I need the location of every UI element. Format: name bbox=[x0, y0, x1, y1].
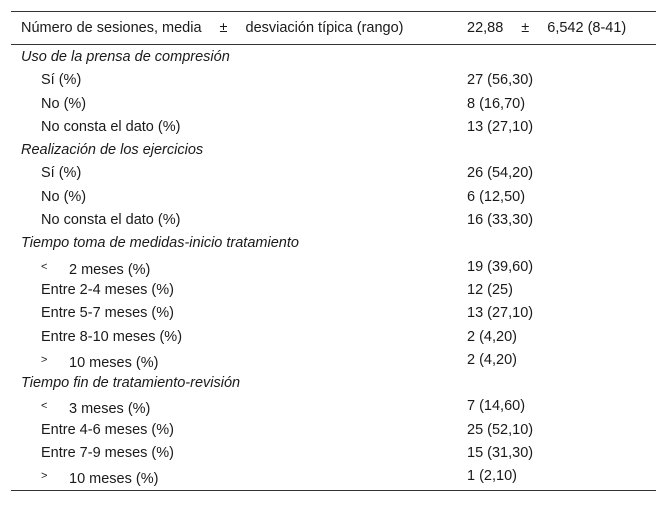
row-label-text: 2 meses (%) bbox=[69, 261, 151, 278]
row-label: No (%) bbox=[41, 95, 87, 112]
row-value: 8 (16,70) bbox=[467, 95, 526, 112]
row-value: 25 (52,10) bbox=[467, 421, 534, 438]
section-title-row bbox=[11, 372, 656, 395]
header-value-pm: ± bbox=[521, 20, 530, 36]
row-value: 1 (2,10) bbox=[467, 468, 517, 485]
less-than-symbol: ˂ bbox=[41, 260, 48, 273]
less-than-symbol: ˂ bbox=[41, 400, 48, 413]
table-row bbox=[11, 395, 656, 418]
header-label-left: Número de sesiones, media bbox=[21, 20, 202, 36]
row-value: 2 (4,20) bbox=[467, 328, 517, 345]
row-label: No (%) bbox=[41, 188, 87, 205]
row-label: Entre 5-7 meses (%) bbox=[41, 305, 174, 322]
row-value: 15 (31,30) bbox=[467, 445, 534, 462]
row-label: Entre 8-10 meses (%) bbox=[41, 328, 183, 345]
section-title: Tiempo fin de tratamiento-revisión bbox=[21, 375, 241, 392]
section-title: Uso de la prensa de compresión bbox=[21, 49, 230, 65]
table-row bbox=[11, 442, 656, 465]
section-title: Tiempo toma de medidas-inicio tratamiento bbox=[21, 235, 299, 252]
table-row bbox=[11, 279, 656, 302]
row-value: 19 (39,60) bbox=[467, 258, 534, 275]
row-value: 26 (54,20) bbox=[467, 165, 534, 182]
table-row bbox=[11, 302, 656, 325]
header-value-right: 6,542 (8-41) bbox=[547, 20, 627, 36]
row-label: Entre 2-4 meses (%) bbox=[41, 281, 174, 298]
row-value: 12 (25) bbox=[467, 281, 513, 298]
header-label bbox=[21, 12, 404, 44]
table-row bbox=[11, 209, 656, 232]
table-row bbox=[11, 326, 656, 349]
table-row bbox=[11, 186, 656, 209]
section-title-row bbox=[11, 46, 656, 69]
table-row bbox=[11, 116, 656, 139]
row-label-text: 10 meses (%) bbox=[69, 471, 159, 488]
row-value: 2 (4,20) bbox=[467, 351, 517, 368]
table-row bbox=[11, 162, 656, 185]
row-label-text: 10 meses (%) bbox=[69, 354, 159, 371]
row-label: Entre 7-9 meses (%) bbox=[41, 445, 174, 462]
row-value: 27 (56,30) bbox=[467, 72, 534, 89]
row-value: 7 (14,60) bbox=[467, 398, 526, 415]
table-row bbox=[11, 465, 656, 488]
row-label: Entre 4-6 meses (%) bbox=[41, 421, 174, 438]
row-value: 13 (27,10) bbox=[467, 118, 534, 135]
table-row bbox=[11, 349, 656, 372]
row-label-text: 3 meses (%) bbox=[69, 401, 151, 418]
row-label: Sí (%) bbox=[41, 165, 82, 182]
table-row bbox=[11, 93, 656, 116]
table-header-row bbox=[11, 12, 656, 44]
section-title-row bbox=[11, 232, 656, 255]
row-value: 13 (27,10) bbox=[467, 305, 534, 322]
greater-than-symbol: ˃ bbox=[41, 470, 48, 483]
table-row bbox=[11, 69, 656, 92]
row-value: 6 (12,50) bbox=[467, 188, 526, 205]
row-label: No consta el dato (%) bbox=[41, 212, 181, 229]
row-label: No consta el dato (%) bbox=[41, 118, 181, 135]
table-body bbox=[11, 46, 656, 489]
row-label: Sí (%) bbox=[41, 72, 82, 89]
header-label-right: desviación típica (rango) bbox=[245, 20, 404, 36]
results-table bbox=[11, 11, 656, 491]
table-row bbox=[11, 419, 656, 442]
header-value-left: 22,88 bbox=[467, 20, 504, 36]
section-title: Realización de los ejercicios bbox=[21, 142, 204, 159]
header-value bbox=[467, 12, 626, 44]
row-label bbox=[41, 465, 158, 491]
table-row bbox=[11, 256, 656, 279]
greater-than-symbol: ˃ bbox=[41, 353, 48, 366]
header-label-pm: ± bbox=[219, 20, 228, 36]
row-value: 16 (33,30) bbox=[467, 212, 534, 229]
section-title-row bbox=[11, 139, 656, 162]
